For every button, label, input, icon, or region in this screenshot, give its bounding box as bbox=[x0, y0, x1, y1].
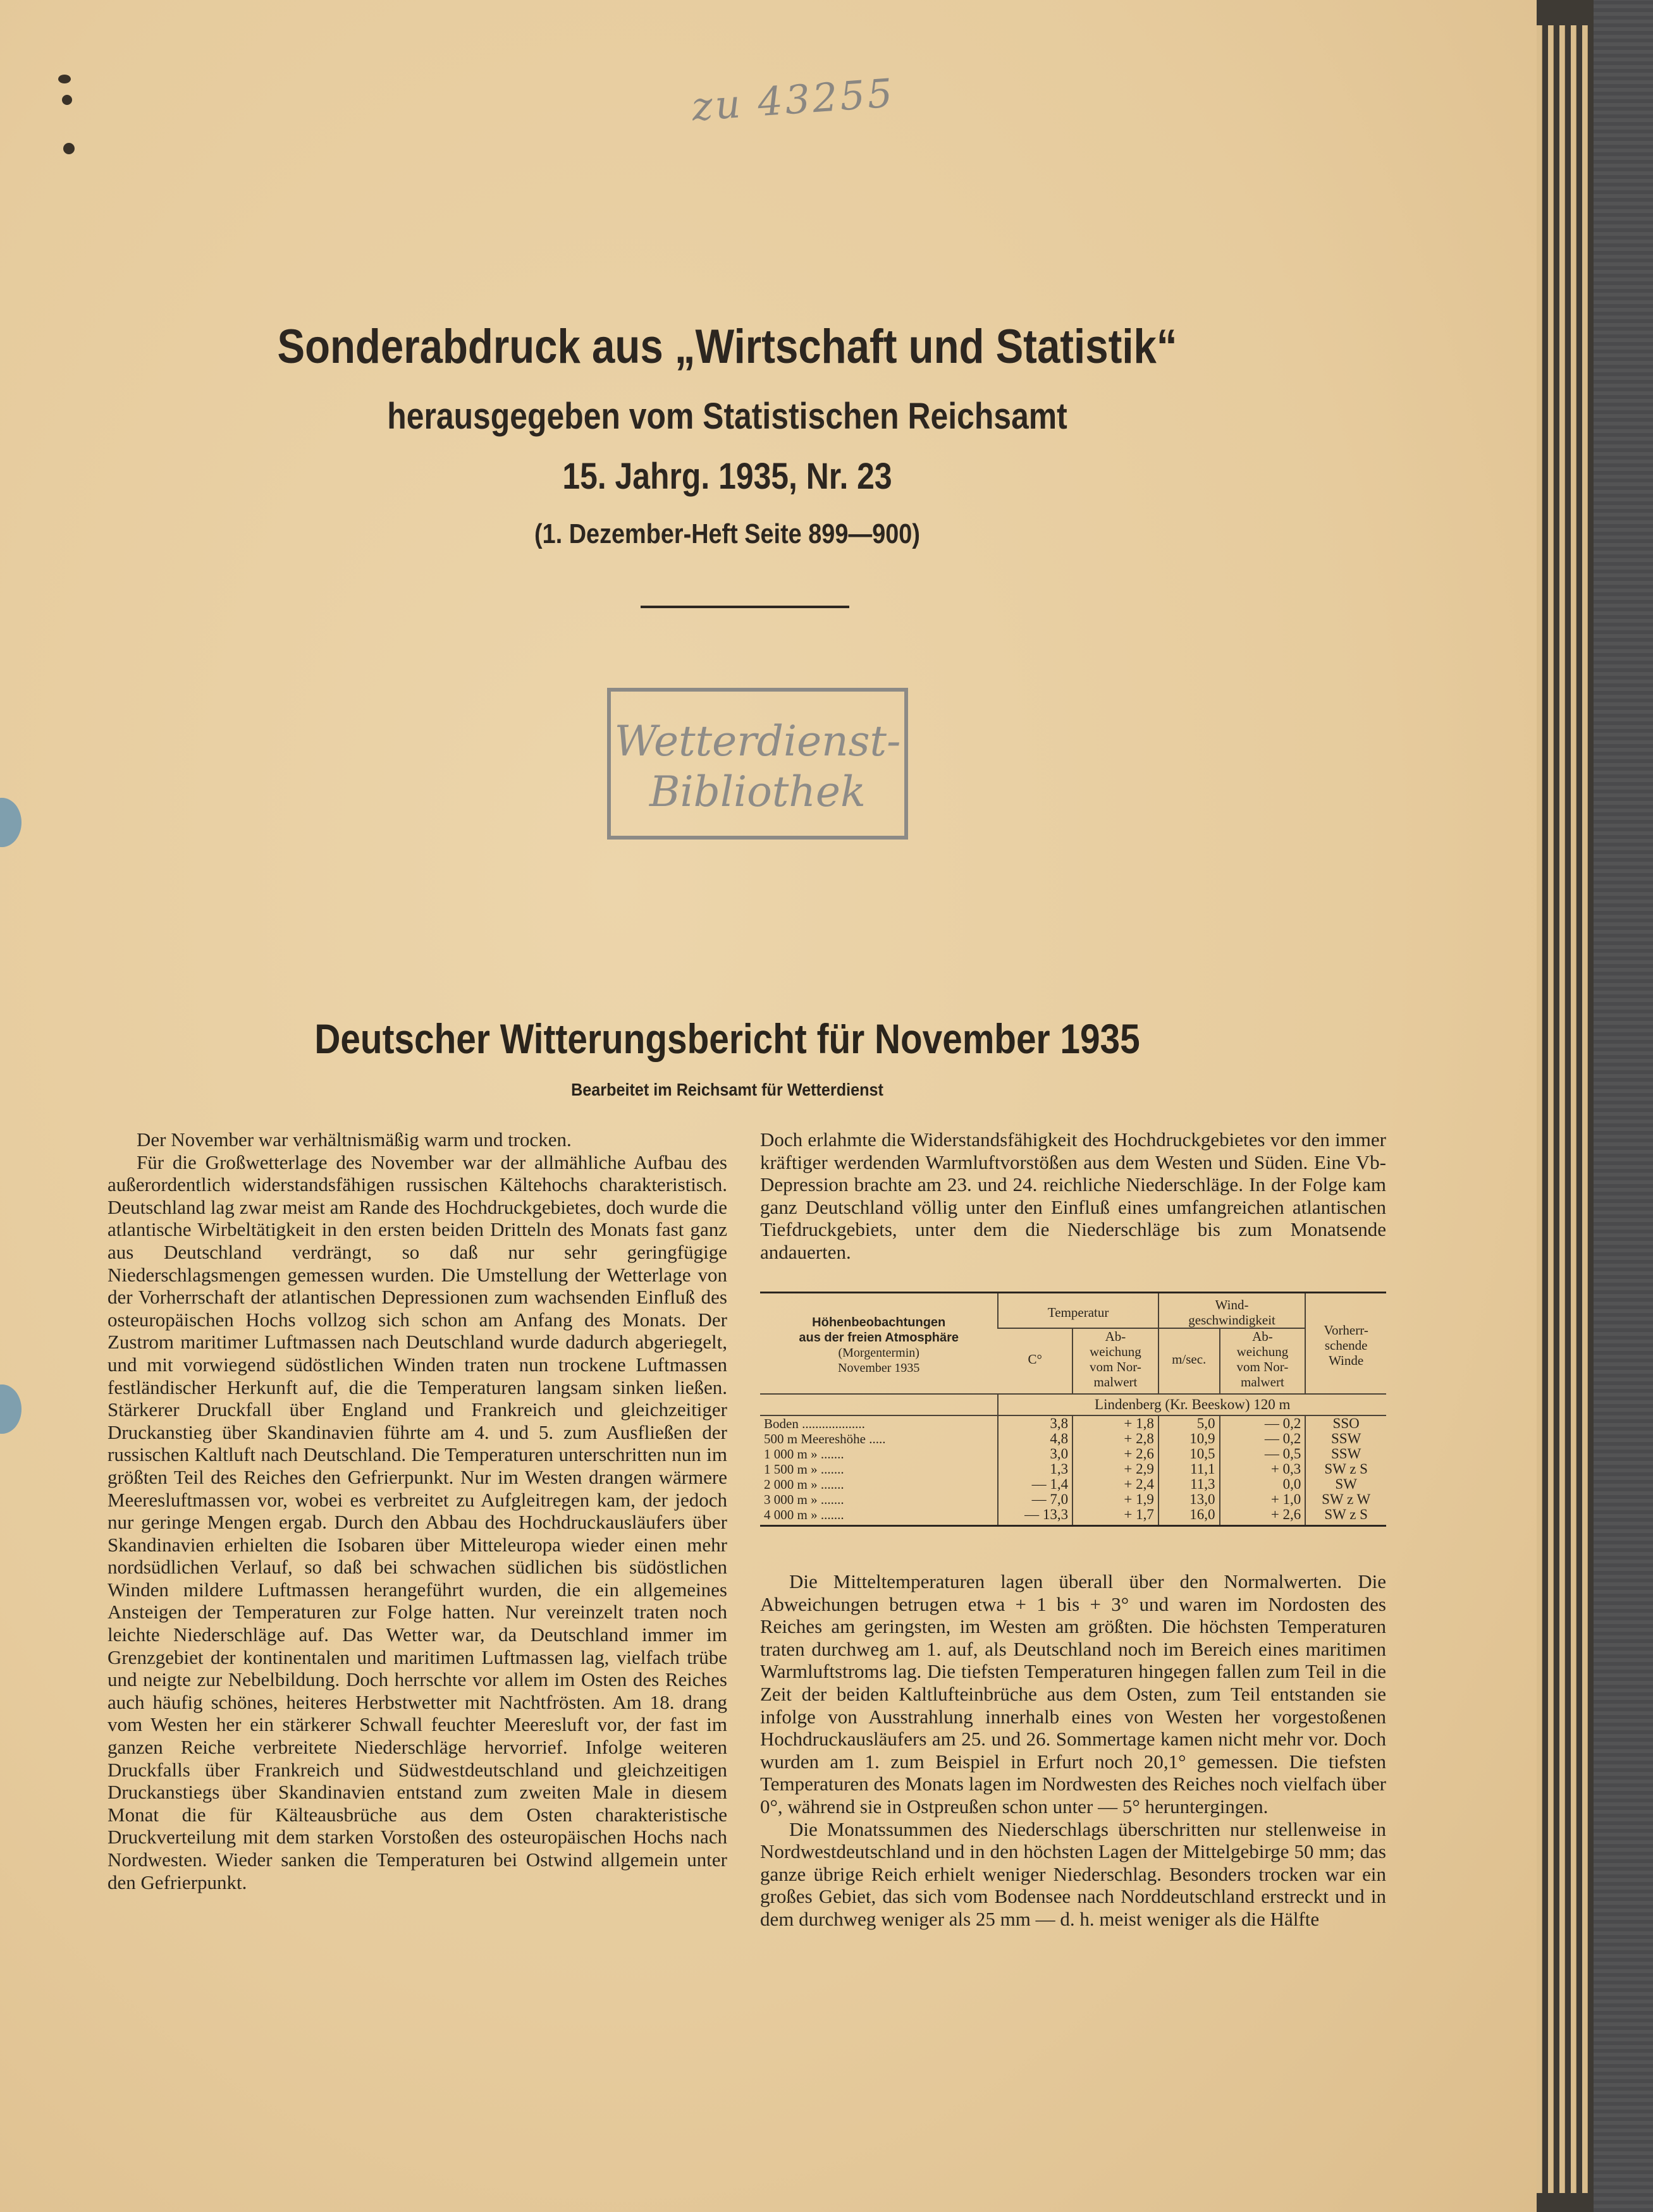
cell-speed: 11,1 bbox=[1158, 1462, 1220, 1477]
cell-wind: SW z S bbox=[1305, 1462, 1386, 1477]
table-header-temperature: Temperatur bbox=[998, 1293, 1158, 1329]
handwritten-note: zu 43255 bbox=[690, 70, 897, 130]
page-stack-edge bbox=[1537, 25, 1542, 2193]
cell-temp: — 1,4 bbox=[998, 1477, 1072, 1492]
table-row bbox=[760, 1431, 1386, 1446]
reprint-title: Sonderabdruck aus „Wirtschaft und Statistik“ bbox=[277, 320, 1177, 374]
page-stack-edge bbox=[1559, 25, 1565, 2193]
header-line: aus der freien Atmosphäre bbox=[799, 1331, 959, 1345]
cell-temp: 1,3 bbox=[998, 1462, 1072, 1477]
ink-speck bbox=[58, 75, 71, 83]
cell-temp-dev: + 2,8 bbox=[1072, 1431, 1158, 1446]
cell-speed-dev: — 0,2 bbox=[1220, 1431, 1306, 1446]
stamp-line-2: Bibliothek bbox=[649, 767, 866, 816]
cell-wind: SW z W bbox=[1305, 1492, 1386, 1507]
upper-air-table bbox=[760, 1292, 1386, 1527]
cell-speed-dev: — 0,2 bbox=[1220, 1415, 1306, 1431]
cell-wind: SSW bbox=[1305, 1431, 1386, 1446]
row-label: 3 000 m » ....... bbox=[764, 1492, 844, 1507]
cell-speed-dev: + 2,6 bbox=[1220, 1507, 1306, 1526]
table-row bbox=[760, 1462, 1386, 1477]
table-subheader-speed: m/sec. bbox=[1158, 1328, 1220, 1394]
header-line: vom Nor- bbox=[1236, 1359, 1289, 1374]
cell-speed: 10,9 bbox=[1158, 1431, 1220, 1446]
table-row bbox=[760, 1507, 1386, 1526]
cell-wind: SSW bbox=[1305, 1446, 1386, 1462]
pages-line: (1. Dezember-Heft Seite 899—900) bbox=[534, 518, 920, 549]
punch-hole bbox=[0, 798, 22, 847]
row-label: 1 500 m » ....... bbox=[764, 1462, 844, 1477]
cell-speed: 11,3 bbox=[1158, 1477, 1220, 1492]
header-line: Ab- bbox=[1105, 1329, 1126, 1344]
left-column bbox=[108, 1128, 727, 1893]
header-line: vom Nor- bbox=[1090, 1359, 1141, 1374]
cell-temp: — 13,3 bbox=[998, 1507, 1072, 1526]
cell-speed-dev: + 0,3 bbox=[1220, 1462, 1306, 1477]
ink-speck bbox=[63, 143, 75, 154]
cell-speed-dev: — 0,5 bbox=[1220, 1446, 1306, 1462]
right-column-bottom bbox=[760, 1570, 1386, 1931]
header-line: malwert bbox=[1241, 1374, 1284, 1390]
cell-speed: 13,0 bbox=[1158, 1492, 1220, 1507]
issue-line: 15. Jahrg. 1935, Nr. 23 bbox=[562, 456, 892, 497]
header-line: Vorherr- bbox=[1324, 1323, 1368, 1338]
header-line: Ab- bbox=[1252, 1329, 1273, 1344]
cell-speed: 16,0 bbox=[1158, 1507, 1220, 1526]
cell-temp: — 7,0 bbox=[998, 1492, 1072, 1507]
row-label: 1 000 m » ....... bbox=[764, 1446, 844, 1462]
table-row bbox=[760, 1477, 1386, 1492]
right-column-top bbox=[760, 1128, 1386, 1264]
paragraph: Die Monatssummen des Niederschlags überschritten nur stellenweise in Nordwestdeutschland und in den höchsten Lagen der Mittelgebirge 50 mm; das ganze übrige Reich erhielt weniger Niederschlag. Besonders trocken war ein großes Gebiet, das sich vom Bodensee nach Norddeutschland erstreckt und in dem durchweg weniger als 25 mm — d. h. meist weniger als die Hälfte bbox=[760, 1818, 1386, 1930]
cell-temp-dev: + 2,4 bbox=[1072, 1477, 1158, 1492]
cell-wind: SW bbox=[1305, 1477, 1386, 1492]
paragraph: Der November war verhältnismäßig warm und trocken. bbox=[137, 1128, 572, 1151]
article-byline: Bearbeitet im Reichsamt für Wetterdienst bbox=[571, 1080, 883, 1099]
ink-speck bbox=[62, 95, 72, 105]
table-subheader-wind-deviation bbox=[1220, 1328, 1306, 1394]
header-line: malwert bbox=[1093, 1374, 1138, 1390]
cell-speed: 10,5 bbox=[1158, 1446, 1220, 1462]
cell-wind: SSO bbox=[1305, 1415, 1386, 1431]
binder-spine bbox=[1594, 0, 1653, 2212]
cell-speed: 5,0 bbox=[1158, 1415, 1220, 1431]
cell-temp-dev: + 2,9 bbox=[1072, 1462, 1158, 1477]
cell-temp-dev: + 1,7 bbox=[1072, 1507, 1158, 1526]
cell-wind: SW z S bbox=[1305, 1507, 1386, 1526]
punch-hole bbox=[0, 1384, 22, 1434]
article-title: Deutscher Witterungsbericht für November 1935 bbox=[314, 1015, 1140, 1062]
table-row bbox=[760, 1492, 1386, 1507]
row-label: 2 000 m » ....... bbox=[764, 1477, 844, 1492]
header-line: weichung bbox=[1090, 1344, 1141, 1359]
paragraph: Für die Großwetterlage des November war der allmähliche Aufbau des außerordentlich widerstandsfähigen russischen Kältehochs charakteristisch. Deutschland lag zwar meist am Rande des Hochdruckgebietes, doch wurde die atlantische Wirbeltätigkeit in den ersten beiden Dritteln des Monats fast ganz aus Deutschland verdrängt, so daß nur sehr geringfügige Niederschlagsmengen gemessen wurden. Die Umstellung der Wetterlage von der Vorherrschaft der atlantischen Depressionen zum wachsenden Einfluß des osteuropäischen Hochs vollzog sich schon am Anfang des Monats. Der Zustrom maritimer Luftmassen nach Deutschland wurde dadurch abgeriegelt, und mit vorwiegend südöstlichen Winden traten nun trockene Luftmassen festländischer Herkunft auf, die die Temperaturen langsam sinken ließen. Stärkerer Druckfall über England und Frankreich und gleichzeitiger Druckanstieg über Skandinavien führte am 4. und 5. zum Ausfließen der russischen Kaltluft nach Deutschland. Die Temperaturen unterschritten nun im größten Teil des Reiches den Gefrierpunkt. Nur im Westen drangen wärmere Meeresluftmassen vor, wobei es verbreitet zu Aufgleitregen kam, der jedoch nur geringe Mengen ergab. Durch den Abbau des Hochdruckausläufers über Skandinavien erhielten die Isobaren über Mitteleuropa wieder einen mehr nordsüdlichen Verlauf, so daß bei schwachen südlichen bis südöstlichen Winden mildere Luftmassen herangeführt wurden, die ein allgemeines Ansteigen der Temperaturen zur Folge hatten. Nur vereinzelt traten noch leichte Niederschläge auf. Das Wetter war, da Deutschland immer im Grenzgebiet der kontinentalen und maritimen Luftmassen lag, vielfach trübe und neigte zur Nebelbildung. Doch herrschte vor allem im Osten des Reiches auch häufig schönes, heiteres Herbstwetter mit Nachtfrösten. Am 18. drang vom Westen her ein stärkerer Schwall feuchter Meeresluft vor, der fast im ganzen Reiche verbreitete Niederschläge hervorrief. Infolge weiteren Druckfalls über Frankreich und Südwestdeutschland und gleichzeitigen Druckanstiegs über Skandinavien entstand zum zweiten Male in diesem Monat die für Kälteausbrüche aus dem Osten charakteristische Druckverteilung mit dem starken Vorstoßen des osteuropäischen Hochs nach Nordwesten. Wieder sanken die Temperaturen bei Ostwind allgemein unter den Gefrierpunkt. bbox=[108, 1151, 727, 1893]
cell-temp: 3,0 bbox=[998, 1446, 1072, 1462]
row-label: 4 000 m » ....... bbox=[760, 1507, 998, 1526]
publisher-line: herausgegeben vom Statistischen Reichsamt bbox=[387, 396, 1067, 437]
header-line: Höhenbeobachtungen bbox=[812, 1316, 946, 1329]
header-line: Winde bbox=[1329, 1353, 1364, 1368]
cell-temp-dev: + 1,8 bbox=[1072, 1415, 1158, 1431]
cell-temp: 4,8 bbox=[998, 1431, 1072, 1446]
cell-speed-dev: + 1,0 bbox=[1220, 1492, 1306, 1507]
header-line: geschwindigkeit bbox=[1188, 1312, 1275, 1328]
table-row bbox=[760, 1415, 1386, 1431]
header-line: Wind- bbox=[1215, 1297, 1249, 1312]
page-stack-edge bbox=[1582, 25, 1588, 2193]
cell-temp: 3,8 bbox=[998, 1415, 1072, 1431]
table-station: Lindenberg (Kr. Beeskow) 120 m bbox=[998, 1394, 1386, 1415]
table-header-prevailing-winds bbox=[1305, 1293, 1386, 1395]
cell-temp-dev: + 2,6 bbox=[1072, 1446, 1158, 1462]
row-label: Boden ................... bbox=[764, 1416, 865, 1431]
library-stamp bbox=[607, 688, 908, 840]
row-label: 500 m Meereshöhe ..... bbox=[764, 1431, 886, 1446]
header-line: (Morgentermin) bbox=[838, 1346, 919, 1360]
page-stack-edge bbox=[1548, 25, 1554, 2193]
paragraph: Die Mitteltemperaturen lagen überall über den Normalwerten. Die Abweichungen betrugen etwa + 1 bis + 3° und waren im Nordosten des Reiches am geringsten, im Westen am größten. Die höchsten Temperaturen traten durchweg am 1. auf, als Deutschland noch im Bereich eines maritimen Warmluftstroms lag. Die tiefsten Temperaturen hingegen fallen zum Teil in die Zeit der beiden Kaltlufteinbrüche aus dem Osten, zum Teil entstanden sie infolge von Ausstrahlung innerhalb eines von Westen her vorgestoßenen Hochdruckausläufers am 25. und 26. Sommertage kamen nicht mehr vor. Doch wurden am 1. zum Beispiel in Erfurt noch 20,1° gemessen. Die tiefsten Temperaturen des Monats lagen im Nordwesten des Reiches noch vielfach über 0°, während sie in Ostpreußen schon unter — 5° heruntergingen. bbox=[760, 1570, 1386, 1818]
paragraph: Doch erlahmte die Widerstandsfähigkeit des Hochdruckgebietes vor den immer kräftiger werdenden Warmluftvorstößen aus dem Westen und Süden. Eine Vb-Depression brachte am 23. und 24. reichliche Niederschläge. In der Folge kam ganz Deutschland völlig unter den Einfluß eines umfangreichen atlantischen Tiefdruckgebiets, unter dem die Niederschläge bis zum Monatsende andauerten. bbox=[760, 1128, 1386, 1263]
header-line: schende bbox=[1324, 1338, 1368, 1353]
table-header-wind-speed bbox=[1158, 1293, 1305, 1329]
cell-temp-dev: + 1,9 bbox=[1072, 1492, 1158, 1507]
table-row bbox=[760, 1446, 1386, 1462]
divider-rule bbox=[641, 606, 849, 608]
table-subheader-celsius: C° bbox=[998, 1328, 1072, 1394]
stamp-line-1: Wetterdienst- bbox=[614, 717, 901, 766]
page-stack-edge bbox=[1571, 25, 1576, 2193]
table-subheader-temp-deviation bbox=[1072, 1328, 1158, 1394]
header-line: November 1935 bbox=[838, 1361, 920, 1375]
cell-speed-dev: 0,0 bbox=[1220, 1477, 1306, 1492]
table-header-observations bbox=[760, 1293, 998, 1395]
header-line: weichung bbox=[1236, 1344, 1289, 1359]
